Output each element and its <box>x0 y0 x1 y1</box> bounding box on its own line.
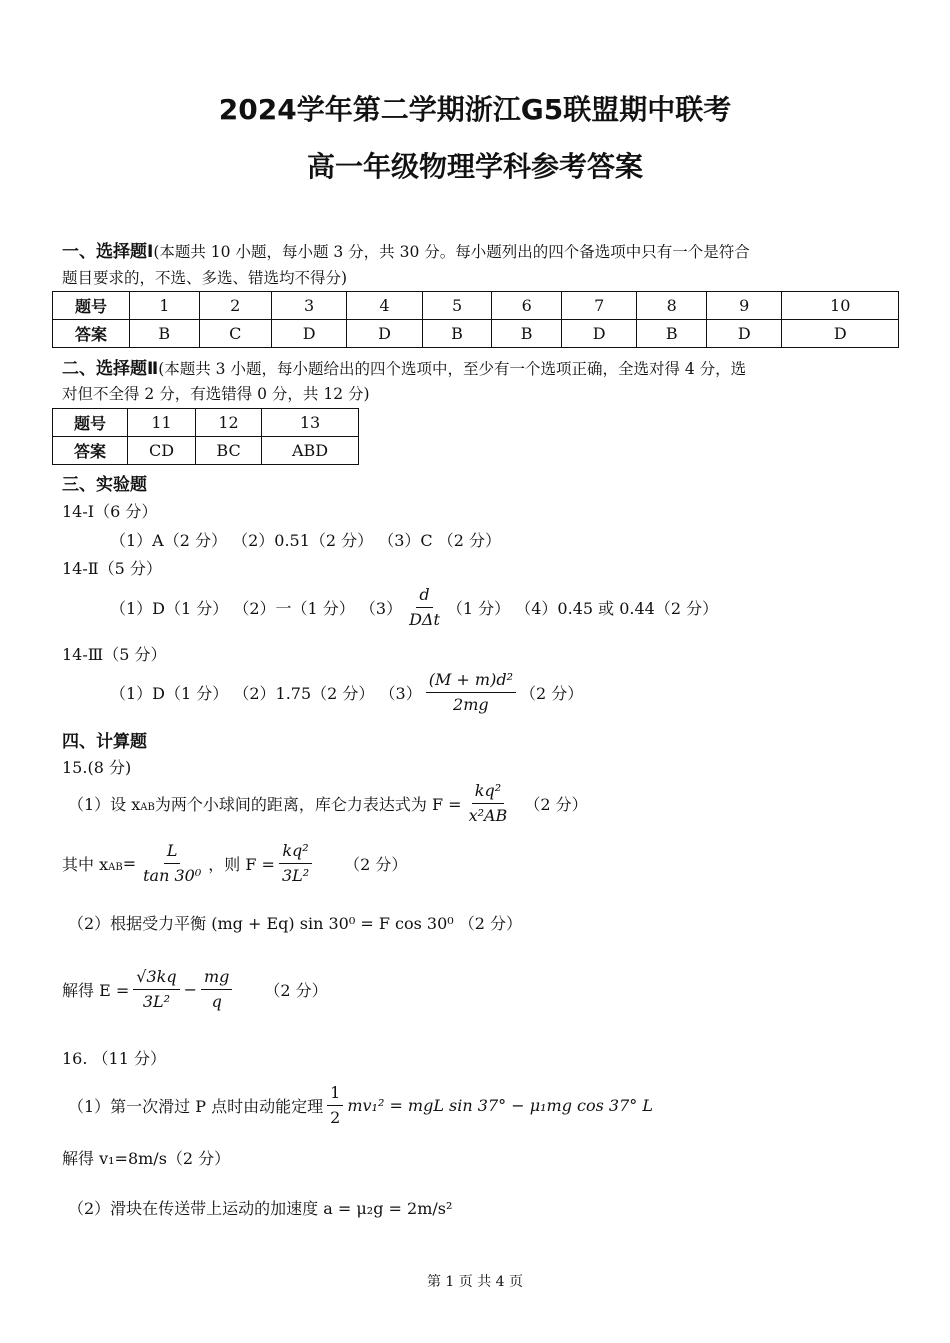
q14-2-part1: （1）D（1 分） （2）一（1 分） （3） <box>110 599 403 618</box>
table-cell: 3 <box>271 292 346 320</box>
q15-l2-eq: = <box>122 854 137 873</box>
fraction <box>426 669 516 716</box>
q15-l1-text2: 为两个小球间的距离，库仑力表达式为 F = <box>154 795 462 814</box>
fraction-numerator: kq² <box>279 840 311 864</box>
section1-desc-line1: (本题共 10 小题，每小题 3 分，共 30 分。每小题列出的四个备选项中只有一个是符合 <box>153 243 750 261</box>
fraction-numerator: √3kq <box>133 966 179 990</box>
q14-3-label: 14-Ⅲ（5 分） <box>62 645 167 664</box>
table-cell: 6 <box>492 292 562 320</box>
table-cell: 7 <box>561 292 636 320</box>
section1-intro <box>62 237 750 262</box>
fraction-denominator: x²AB <box>468 806 508 825</box>
table-cell: 1 <box>130 292 200 320</box>
q14-3-part1: （1）D（1 分） （2）1.75（2 分） （3） <box>110 684 422 703</box>
fraction-numerator: 1 <box>327 1082 343 1106</box>
table-cell: D <box>347 320 422 348</box>
fraction <box>140 840 204 887</box>
table-cell: D <box>707 320 782 348</box>
fraction-numerator: L <box>164 840 181 864</box>
fraction-denominator: 2 <box>330 1108 341 1127</box>
q14-2-part2: （1 分） （4）0.45 或 0.44（2 分） <box>446 599 719 618</box>
row-label: 答案 <box>53 437 128 465</box>
q15-l2-text: 其中 x <box>62 855 109 874</box>
q15-l2-mid: ，则 F = <box>208 855 275 874</box>
q14-1-label: 14-Ⅰ（6 分） <box>62 502 158 521</box>
document-title: 2024学年第二学期浙江G5联盟期中联考 <box>218 93 732 126</box>
q15-line2 <box>62 840 407 887</box>
section2-desc-line2: 对但不全得 2 分，有选错得 0 分，共 12 分) <box>62 385 370 403</box>
table-cell: 4 <box>347 292 422 320</box>
section2-answer-table <box>52 408 359 465</box>
q15-label: 15.(8 分) <box>62 758 132 777</box>
table-cell: 10 <box>782 292 899 320</box>
fraction <box>201 966 232 1013</box>
table-cell: 11 <box>128 409 196 437</box>
table-cell: ABD <box>262 437 359 465</box>
q15-l4-score: （2 分） <box>264 981 328 1000</box>
section3-heading: 三、实验题 <box>62 475 147 495</box>
q15-line3: （2）根据受力平衡 (mg + Eq) sin 30⁰ = F cos 30⁰ （2 分） <box>68 914 523 933</box>
table-cell: B <box>492 320 562 348</box>
table-cell: 8 <box>637 292 707 320</box>
table-cell: B <box>422 320 492 348</box>
row-label: 答案 <box>53 320 130 348</box>
table-row <box>53 409 359 437</box>
fraction-denominator: DΔt <box>409 610 440 629</box>
fraction-numerator: kq² <box>472 780 504 804</box>
table-cell: B <box>637 320 707 348</box>
table-cell: D <box>561 320 636 348</box>
table-cell: BC <box>196 437 262 465</box>
table-cell: 2 <box>199 292 271 320</box>
section4-heading: 四、计算题 <box>62 732 147 752</box>
q16-l1-text: （1）第一次滑过 P 点时由动能定理 <box>68 1097 324 1116</box>
table-cell: 13 <box>262 409 359 437</box>
table-row <box>53 292 899 320</box>
section1-desc-line2: 题目要求的，不选、多选、错选均不得分) <box>62 269 348 287</box>
fraction-denominator: tan 30⁰ <box>143 866 202 885</box>
table-cell: 9 <box>707 292 782 320</box>
row-label: 题号 <box>53 409 128 437</box>
section2-heading: 二、选择题Ⅱ <box>62 359 159 379</box>
table-cell: C <box>199 320 271 348</box>
q15-l2-score: （2 分） <box>344 855 408 874</box>
q15-line4 <box>62 966 328 1013</box>
fraction-numerator: (M + m)d² <box>426 669 516 693</box>
section1-answer-table <box>52 291 899 348</box>
table-row <box>53 437 359 465</box>
table-cell: D <box>271 320 346 348</box>
section2-desc-line1: (本题共 3 小题，每小题给出的四个选项中，至少有一个选项正确，全选对得 4 分，选 <box>158 360 747 378</box>
fraction-numerator: d <box>416 584 432 608</box>
q14-2-label: 14-Ⅱ（5 分） <box>62 559 162 578</box>
q15-l1-score: （2 分） <box>524 795 588 814</box>
q16-line3: （2）滑块在传送带上运动的加速度 a = μ₂g = 2m/s² <box>68 1199 453 1218</box>
table-row <box>53 320 899 348</box>
table-cell: 12 <box>196 409 262 437</box>
q16-label: 16. （11 分） <box>62 1049 166 1068</box>
page-number: 第 1 页 共 4 页 <box>426 1274 524 1290</box>
fraction-numerator: mg <box>201 966 232 990</box>
section2-intro <box>62 354 746 379</box>
fraction <box>327 1082 343 1129</box>
fraction-denominator: 3L² <box>142 992 171 1011</box>
q15-l1-sub: AB <box>140 802 155 813</box>
fraction <box>133 966 179 1013</box>
q14-3-part2: （2 分） <box>519 684 584 703</box>
fraction <box>466 780 511 827</box>
table-cell: B <box>130 320 200 348</box>
fraction-denominator: q <box>211 992 222 1011</box>
q16-line1 <box>68 1082 653 1129</box>
table-cell: D <box>782 320 899 348</box>
table-cell: 5 <box>422 292 492 320</box>
minus-sign: − <box>183 980 197 999</box>
section1-heading: 一、选择题Ⅰ <box>62 242 154 262</box>
fraction <box>406 584 443 631</box>
fraction-denominator: 3L² <box>281 866 310 885</box>
q15-line1 <box>68 780 588 827</box>
q14-3-answers <box>110 669 583 716</box>
q15-l4-text: 解得 E = <box>62 981 130 1000</box>
q15-l2-sub: AB <box>108 862 123 873</box>
document-subtitle: 高一年级物理学科参考答案 <box>306 150 643 183</box>
fraction <box>279 840 312 887</box>
q14-2-answers <box>110 584 718 631</box>
q16-line2: 解得 v₁=8m/s（2 分） <box>62 1149 231 1168</box>
row-label: 题号 <box>53 292 130 320</box>
q14-1-answers: （1）A（2 分） （2）0.51（2 分） （3）C （2 分） <box>110 531 502 550</box>
table-cell: CD <box>128 437 196 465</box>
fraction-denominator: 2mg <box>453 695 489 714</box>
q15-l1-text: （1）设 x <box>68 795 141 814</box>
q16-l1-equation: mv₁² = mgL sin 37° − μ₁mg cos 37° L <box>347 1096 653 1115</box>
